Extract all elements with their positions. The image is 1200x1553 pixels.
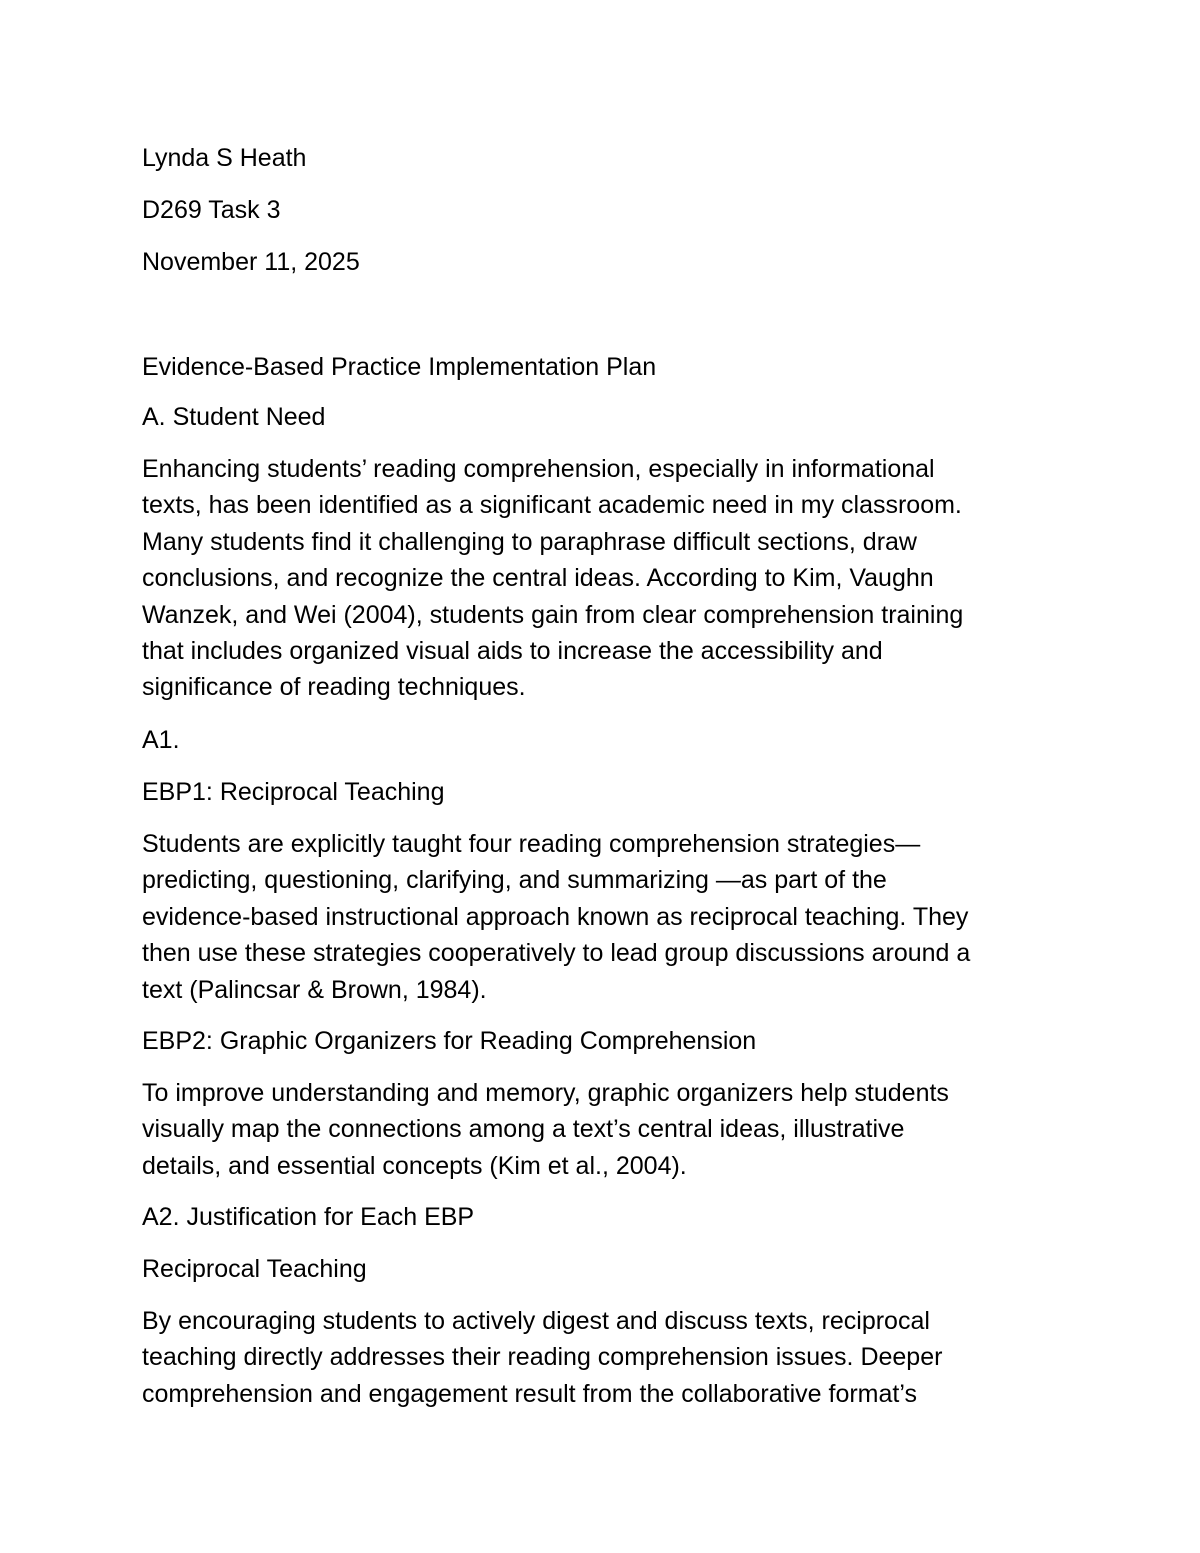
paragraph-line: then use these strategies cooperatively to lead group discussions around a bbox=[142, 939, 971, 968]
paragraph-line: Wanzek, and Wei (2004), students gain from clear comprehension training bbox=[142, 600, 964, 629]
section-a2-paragraph bbox=[142, 1303, 1062, 1412]
paragraph-line: texts, has been identified as a significant academic need in my classroom. bbox=[142, 491, 962, 520]
paragraph-line: Many students find it challenging to paraphrase difficult sections, draw bbox=[142, 527, 917, 556]
paragraph-line: evidence-based instructional approach known as reciprocal teaching. They bbox=[142, 902, 969, 931]
section-a1-heading: A1. bbox=[142, 726, 180, 754]
paragraph-line: visually map the connections among a text’s central ideas, illustrative bbox=[142, 1115, 905, 1144]
document-date: November 11, 2025 bbox=[142, 248, 360, 276]
paragraph-line: teaching directly addresses their reading comprehension issues. Deeper bbox=[142, 1343, 943, 1372]
section-a-heading: A. Student Need bbox=[142, 403, 326, 431]
paragraph-line: that includes organized visual aids to increase the accessibility and bbox=[142, 637, 883, 666]
author-name: Lynda S Heath bbox=[142, 144, 307, 172]
paragraph-line: conclusions, and recognize the central ideas. According to Kim, Vaughn bbox=[142, 564, 934, 593]
paragraph-line: To improve understanding and memory, graphic organizers help students bbox=[142, 1079, 949, 1107]
ebp1-paragraph bbox=[142, 826, 1062, 1008]
ebp1-heading: EBP1: Reciprocal Teaching bbox=[142, 778, 445, 806]
paragraph-line: Enhancing students’ reading comprehension, especially in informational bbox=[142, 455, 935, 483]
document-title: Evidence-Based Practice Implementation Plan bbox=[142, 353, 657, 381]
paragraph-line: significance of reading techniques. bbox=[142, 673, 526, 702]
reciprocal-teaching-subheading: Reciprocal Teaching bbox=[142, 1255, 367, 1283]
paragraph-line: details, and essential concepts (Kim et al., 2004). bbox=[142, 1151, 687, 1180]
paragraph-line: predicting, questioning, clarifying, and summarizing —as part of the bbox=[142, 866, 887, 895]
section-a-paragraph bbox=[142, 451, 1062, 706]
course-task: D269 Task 3 bbox=[142, 196, 281, 224]
ebp2-paragraph bbox=[142, 1075, 1062, 1184]
section-a2-heading: A2. Justification for Each EBP bbox=[142, 1203, 475, 1231]
paragraph-line: text (Palincsar & Brown, 1984). bbox=[142, 975, 487, 1004]
paragraph-line: Students are explicitly taught four reading comprehension strategies— bbox=[142, 830, 921, 858]
ebp2-heading: EBP2: Graphic Organizers for Reading Comprehension bbox=[142, 1027, 757, 1055]
paragraph-line: By encouraging students to actively digest and discuss texts, reciprocal bbox=[142, 1307, 930, 1335]
paragraph-line: comprehension and engagement result from the collaborative format’s bbox=[142, 1379, 917, 1408]
